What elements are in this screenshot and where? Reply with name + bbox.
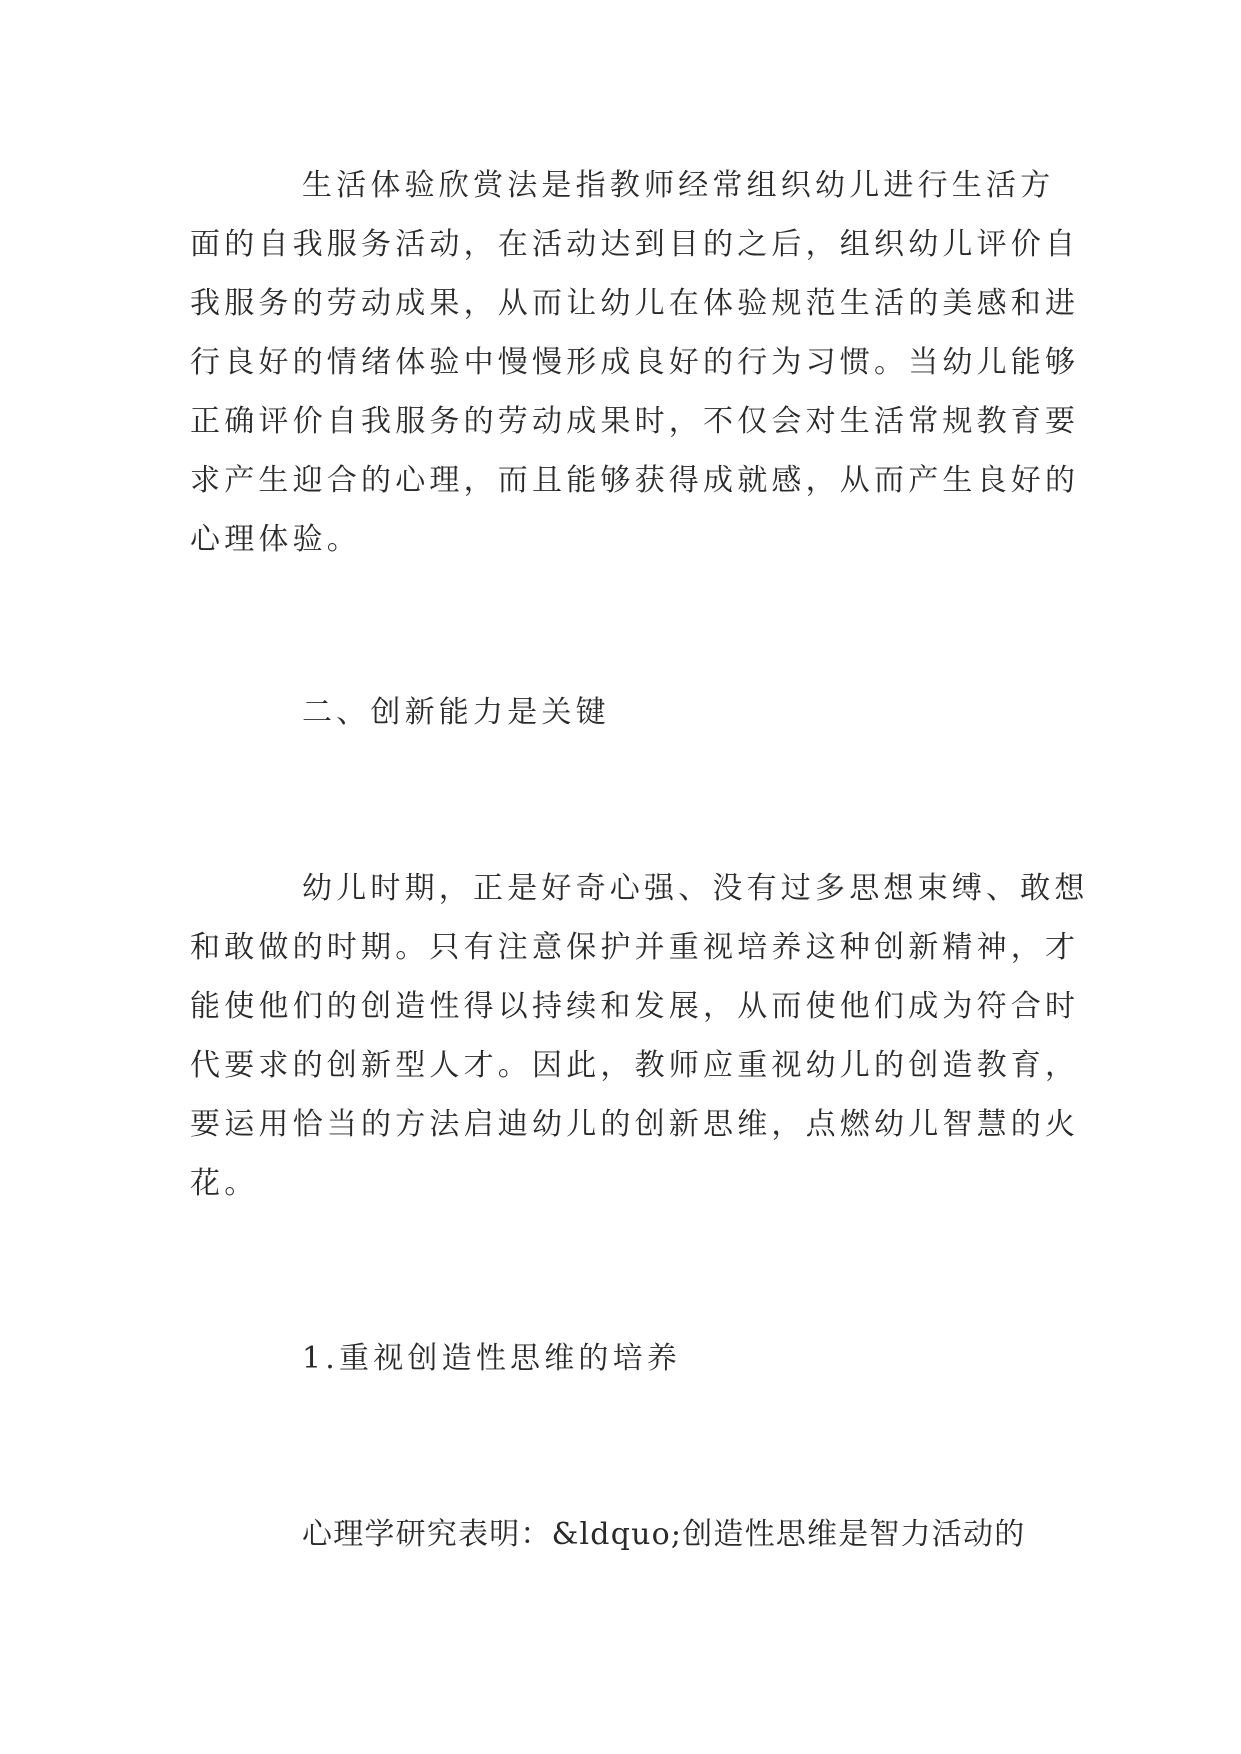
text-line: 代要求的创新型人才。因此，教师应重视幼儿的创造教育， (190, 1048, 1080, 1083)
text-line: 和敢做的时期。只有注意保护并重视培养这种创新精神，才 (190, 930, 1080, 965)
text-line: 心理学研究表明：&ldquo;创造性思维是智力活动的 (302, 1517, 1026, 1552)
text-line: 我服务的劳动成果，从而让幼儿在体验规范生活的美感和进 (190, 286, 1080, 321)
text-line: 花。 (190, 1166, 259, 1201)
text-line: 行良好的情绪体验中慢慢形成良好的行为习惯。当幼儿能够 (190, 345, 1080, 380)
subheading-text: 1.重视创造性思维的培养 (302, 1341, 682, 1376)
text-line: 心理体验。 (190, 522, 361, 557)
text-line: 生活体验欣赏法是指教师经常组织幼儿进行生活方 (302, 168, 1055, 203)
text-line: 幼儿时期，正是好奇心强、没有过多思想束缚、敢想 (302, 871, 1089, 906)
text-line: 要运用恰当的方法启迪幼儿的创新思维，点燃幼儿智慧的火 (190, 1107, 1080, 1142)
text-line: 面的自我服务活动，在活动达到目的之后，组织幼儿评价自 (190, 227, 1080, 262)
text-line: 求产生迎合的心理，而且能够获得成就感，从而产生良好的 (190, 463, 1080, 498)
text-line: 正确评价自我服务的劳动成果时，不仅会对生活常规教育要 (190, 404, 1080, 439)
heading-text: 二、创新能力是关键 (302, 695, 610, 730)
text-line: 能使他们的创造性得以持续和发展，从而使他们成为符合时 (190, 989, 1080, 1024)
